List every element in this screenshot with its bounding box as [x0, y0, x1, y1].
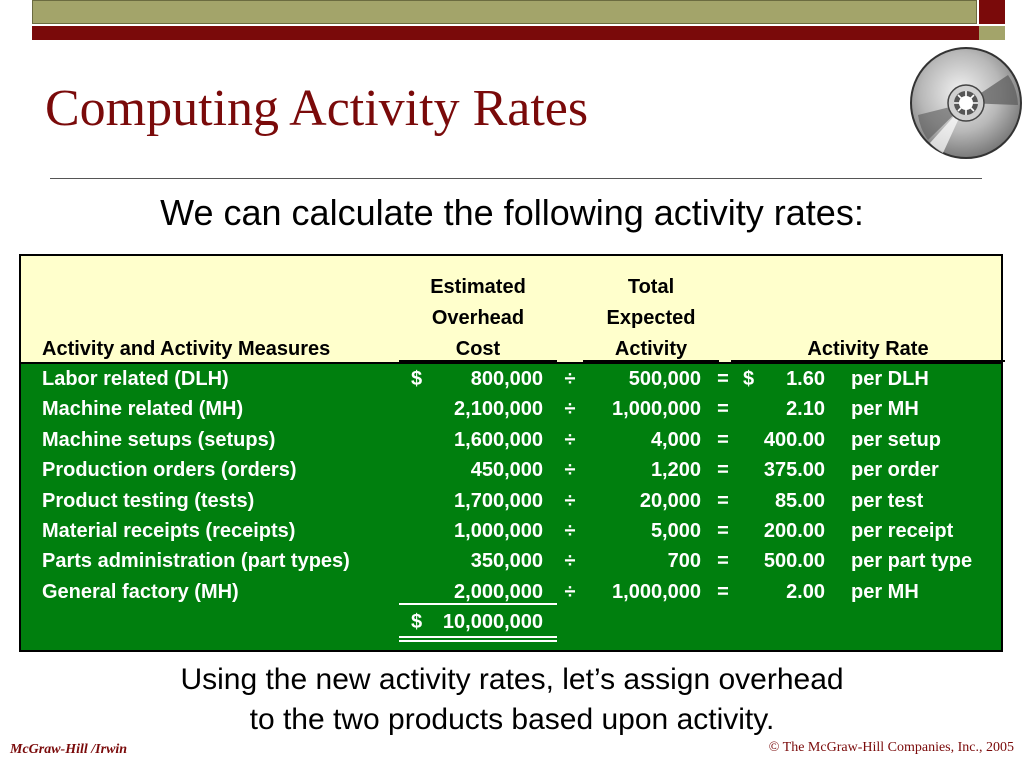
row-unit: per MH	[851, 581, 919, 603]
row-cost: 1,700,000	[454, 490, 543, 512]
row-cost: 2,100,000	[454, 398, 543, 420]
top-olive-square	[979, 26, 1005, 40]
row-cost: 800,000	[470, 368, 543, 390]
cd-disc-icon	[908, 45, 1024, 161]
row-divide-symbol: ÷	[564, 429, 576, 451]
top-maroon-bar	[32, 26, 1005, 40]
row-expected: 1,000,000	[612, 398, 701, 420]
row-rate: 400.00	[763, 429, 825, 451]
row-divide-symbol: ÷	[564, 581, 576, 603]
row-cost: 450,000	[470, 459, 543, 481]
row-rate: 500.00	[763, 550, 825, 572]
row-expected: 1,000,000	[612, 581, 701, 603]
header-expected-line2: Expected	[606, 307, 696, 329]
total-double-underline-2	[399, 640, 557, 642]
row-expected: 5,000	[650, 520, 701, 542]
row-equals-symbol: =	[717, 490, 729, 512]
row-rate: 200.00	[763, 520, 825, 542]
cost-currency-symbol: $	[411, 368, 423, 390]
row-cost: 1,600,000	[454, 429, 543, 451]
row-unit: per MH	[851, 398, 919, 420]
page-title: Computing Activity Rates	[45, 80, 589, 137]
header-expected-underline	[583, 360, 719, 362]
row-equals-symbol: =	[717, 550, 729, 572]
row-rate: 375.00	[763, 459, 825, 481]
row-equals-symbol: =	[717, 368, 729, 390]
row-divide-symbol: ÷	[564, 368, 576, 390]
row-divide-symbol: ÷	[564, 459, 576, 481]
row-divide-symbol: ÷	[564, 550, 576, 572]
total-underline	[399, 603, 557, 605]
header-rate-underline	[731, 360, 1005, 362]
total-double-underline-1	[399, 636, 557, 638]
row-unit: per DLH	[851, 368, 929, 390]
copyright-label: © The McGraw-Hill Companies, Inc., 2005	[768, 740, 1014, 755]
row-divide-symbol: ÷	[564, 520, 576, 542]
header-rate: Activity Rate	[807, 338, 929, 360]
row-rate: 2.00	[786, 581, 825, 603]
header-cost-line1: Estimated	[430, 276, 526, 298]
row-rate: 1.60	[786, 368, 825, 390]
row-rate: 2.10	[786, 398, 825, 420]
row-unit: per receipt	[851, 520, 954, 542]
row-expected: 1,200	[650, 459, 701, 481]
rate-currency-symbol: $	[743, 368, 755, 390]
row-expected: 4,000	[650, 429, 701, 451]
row-unit: per order	[851, 459, 939, 481]
row-equals-symbol: =	[717, 459, 729, 481]
row-cost: 350,000	[470, 550, 543, 572]
row-unit: per part type	[851, 550, 973, 572]
table-header	[21, 256, 1001, 364]
total-currency-symbol: $	[411, 611, 423, 633]
row-rate: 85.00	[774, 490, 825, 512]
row-activity: Material receipts (receipts)	[42, 520, 296, 542]
row-activity: Product testing (tests)	[42, 490, 255, 512]
row-activity: Parts administration (part types)	[42, 550, 350, 572]
row-divide-symbol: ÷	[564, 490, 576, 512]
row-activity: Production orders (orders)	[42, 459, 297, 481]
row-divide-symbol: ÷	[564, 398, 576, 420]
row-unit: per test	[851, 490, 924, 512]
row-unit: per setup	[851, 429, 942, 451]
row-expected: 20,000	[639, 490, 701, 512]
row-equals-symbol: =	[717, 581, 729, 603]
top-olive-bar	[32, 0, 977, 24]
publisher-label: McGraw-Hill /Irwin	[10, 742, 128, 757]
footnote	[0, 660, 1024, 740]
slide-subtitle: We can calculate the following activity rates:	[160, 192, 864, 233]
row-equals-symbol: =	[717, 429, 729, 451]
row-equals-symbol: =	[717, 398, 729, 420]
row-cost: 2,000,000	[454, 581, 543, 603]
header-cost-line3: Cost	[455, 338, 501, 360]
header-cost-underline	[399, 360, 557, 362]
top-maroon-square	[979, 0, 1005, 24]
row-activity: Labor related (DLH)	[42, 368, 229, 390]
footnote-line1: Using the new activity rates, let’s assign overhead	[180, 663, 844, 696]
header-expected-line3: Activity	[614, 338, 688, 360]
row-activity: Machine setups (setups)	[42, 429, 276, 451]
header-activity: Activity and Activity Measures	[42, 338, 331, 360]
header-cost-line2: Overhead	[431, 307, 525, 329]
header-expected-line1: Total	[627, 276, 675, 298]
row-expected: 500,000	[628, 368, 701, 390]
total-cost: 10,000,000	[442, 611, 543, 633]
title-divider	[50, 178, 982, 179]
row-expected: 700	[667, 550, 701, 572]
row-activity: Machine related (MH)	[42, 398, 244, 420]
row-cost: 1,000,000	[454, 520, 543, 542]
footnote-line2: to the two products based upon activity.	[249, 703, 775, 736]
row-activity: General factory (MH)	[42, 581, 239, 603]
row-equals-symbol: =	[717, 520, 729, 542]
activity-rate-table	[19, 254, 1003, 652]
